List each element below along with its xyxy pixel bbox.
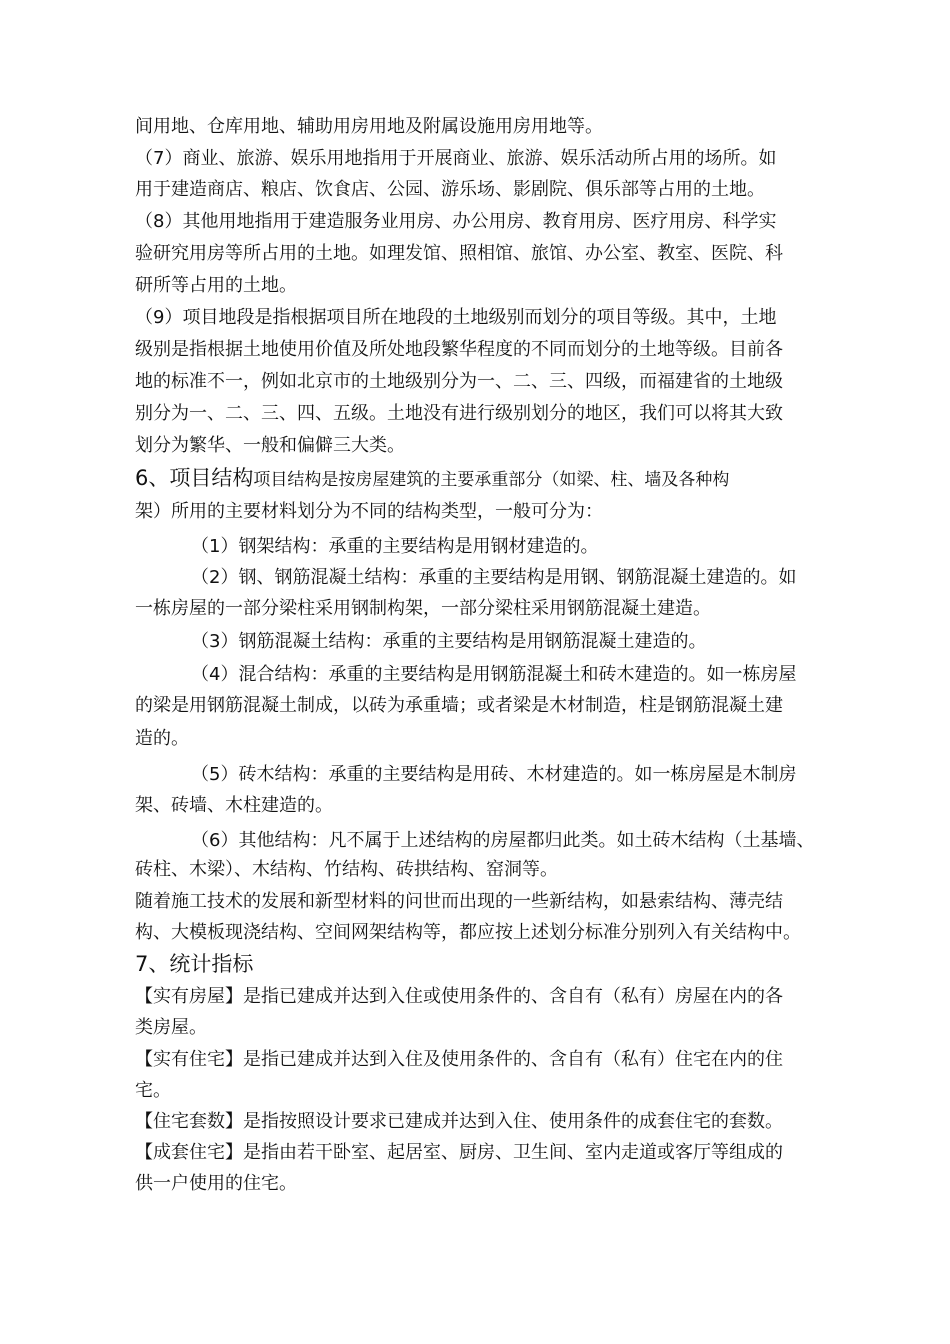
- paragraph-line: 一栋房屋的一部分梁柱采用钢制构架，一部分梁柱采用钢筋混凝土建造。: [135, 598, 711, 619]
- paragraph-line: 架、砖墙、木柱建造的。: [135, 795, 333, 816]
- list-item: （4）混合结构：承重的主要结构是用钢筋混凝土和砖木建造的。如一栋房屋: [191, 664, 797, 685]
- paragraph-line: （8）其他用地指用于建造服务业用房、办公用房、教育用房、医疗用房、科学实: [135, 211, 777, 232]
- paragraph-line: 研所等占用的土地。: [135, 275, 297, 296]
- list-item: （3）钢筋混凝土结构：承重的主要结构是用钢筋混凝土建造的。: [191, 631, 707, 652]
- list-item: （2）钢、钢筋混凝土结构：承重的主要结构是用钢、钢筋混凝土建造的。如: [191, 567, 797, 588]
- definition-line: 宅。: [135, 1080, 171, 1101]
- definition-line: 【实有房屋】是指已建成并达到入住或使用条件的、含自有（私有）房屋在内的各: [135, 986, 783, 1007]
- paragraph-line: 砖柱、木梁）、木结构、竹结构、砖拱结构、窑洞等。: [135, 859, 558, 880]
- paragraph-line: 间用地、仓库用地、辅助用房用地及附属设施用房用地等。: [135, 116, 603, 137]
- paragraph-line: 架）所用的主要材料划分为不同的结构类型，一般可分为：: [135, 501, 603, 522]
- paragraph-line: 用于建造商店、粮店、饮食店、公园、游乐场、影剧院、俱乐部等占用的土地。: [135, 179, 765, 200]
- list-item: （5）砖木结构：承重的主要结构是用砖、木材建造的。如一栋房屋是木制房: [191, 764, 797, 785]
- paragraph-line: （7）商业、旅游、娱乐用地指用于开展商业、旅游、娱乐活动所占用的场所。如: [135, 148, 777, 169]
- paragraph-line: 随着施工技术的发展和新型材料的问世而出现的一些新结构，如悬索结构、薄壳结: [135, 891, 783, 912]
- list-item: （1）钢架结构：承重的主要结构是用钢材建造的。: [191, 536, 599, 557]
- definition-line: 【成套住宅】是指由若干卧室、起居室、厨房、卫生间、室内走道或客厅等组成的: [135, 1142, 783, 1163]
- definition-line: 【住宅套数】是指按照设计要求已建成并达到入住、使用条件的成套住宅的套数。: [135, 1111, 783, 1132]
- paragraph-line: 验研究用房等所占用的土地。如理发馆、照相馆、旅馆、办公室、教室、医院、科: [135, 243, 783, 264]
- paragraph-line: （9）项目地段是指根据项目所在地段的土地级别而划分的项目等级。其中，土地: [135, 307, 777, 328]
- section-6-line: [135, 466, 729, 492]
- paragraph-line: 级别是指根据土地使用价值及所处地段繁华程度的不同而划分的土地等级。目前各: [135, 339, 783, 360]
- definition-line: 供一户使用的住宅。: [135, 1173, 297, 1194]
- paragraph-line: 别分为一、二、三、四、五级。土地没有进行级别划分的地区，我们可以将其大致: [135, 403, 783, 424]
- section-text: 项目结构是按房屋建筑的主要承重部分（如梁、柱、墙及各种构: [253, 470, 730, 490]
- list-item: （6）其他结构：凡不属于上述结构的房屋都归此类。如土砖木结构（土基墙、: [191, 830, 815, 851]
- paragraph-line: 造的。: [135, 728, 189, 749]
- paragraph-line: 地的标准不一，例如北京市的土地级别分为一、二、三、四级，而福建省的土地级: [135, 371, 783, 392]
- definition-line: 【实有住宅】是指已建成并达到入住及使用条件的、含自有（私有）住宅在内的住: [135, 1049, 783, 1070]
- paragraph-line: 的梁是用钢筋混凝土制成，以砖为承重墙；或者梁是木材制造，柱是钢筋混凝土建: [135, 695, 783, 716]
- section-heading: 7、统计指标: [135, 952, 254, 976]
- paragraph-line: 构、大模板现浇结构、空间网架结构等，都应按上述划分标准分别列入有关结构中。: [135, 922, 801, 943]
- paragraph-line: 划分为繁华、一般和偏僻三大类。: [135, 435, 405, 456]
- section-heading: 6、项目结构: [135, 466, 254, 490]
- definition-line: 类房屋。: [135, 1017, 207, 1038]
